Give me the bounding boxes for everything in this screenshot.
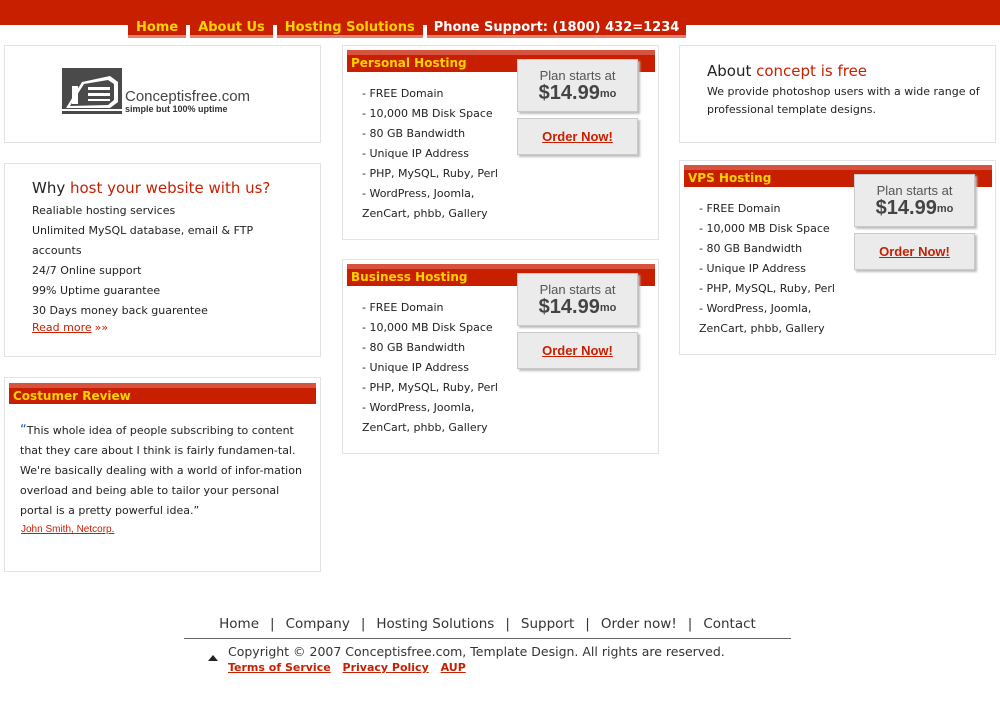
plan-feature: - 10,000 MB Disk Space [699,222,830,235]
plan-feature: - 10,000 MB Disk Space [362,107,493,120]
aup-link[interactable]: AUP [440,661,466,674]
plan-feature: - WordPress, Joomla, ZenCart, phbb, Gallery [362,401,488,434]
plan-features [362,298,522,438]
main-nav [128,14,686,38]
footer-separator: | [585,616,590,632]
why-title-prefix: Why [32,179,70,197]
plan-feature: - PHP, MySQL, Ruby, Perl [362,167,498,180]
footer-link-hosting-solutions[interactable]: Hosting Solutions [376,616,495,632]
price-amount: $14.99 [538,82,600,104]
review-author[interactable]: John Smith, Netcorp. [21,524,115,535]
plan-features [362,84,522,224]
plan-feature: - PHP, MySQL, Ruby, Perl [362,381,498,394]
plan-title: VPS Hosting [684,165,992,187]
about-text: We provide photoshop users with a wide range of professional template designs. [707,85,980,116]
plan-feature: - Unique IP Address [362,361,469,374]
plan-vps [679,160,996,355]
review-text: This whole idea of people subscribing to content that they care about I think is fairly fundamen-tal. We're basically dealing with a world of infor-mation overload and being able to tailor your personal portal is a pretty powerful idea.” [20,424,302,517]
read-more-label: Read more [32,321,92,334]
plan-title: Personal Hosting [347,50,655,72]
why-item: 30 Days money back guarentee [32,304,208,317]
plan-personal [342,45,659,240]
price-card [854,174,975,227]
plan-feature: - WordPress, Joomla, ZenCart, phbb, Gallery [699,302,825,335]
review-panel [4,377,321,572]
price-value [518,83,637,103]
price-unit: mo [936,203,954,215]
why-item: Unlimited MySQL database, email & FTP accounts [32,224,254,257]
plan-feature: - Unique IP Address [699,262,806,275]
phone-support: Phone Support: (1800) 432=1234 [427,14,687,38]
footer-separator: | [687,616,693,632]
footer-nav [184,616,791,639]
logo-name: Conceptisfree.com [125,88,251,105]
why-list [32,201,302,321]
back-to-top-icon[interactable] [208,655,218,661]
order-now-button[interactable]: Order Now! [517,332,638,369]
review-header: Costumer Review [9,383,316,404]
footer-link-company[interactable]: Company [285,616,350,632]
plan-title: Business Hosting [347,264,655,286]
about-title-prefix: About [707,62,757,80]
about-title [707,62,867,80]
footer-separator: | [505,616,510,632]
price-unit: mo [599,302,617,314]
plan-feature: - FREE Domain [362,87,444,100]
why-item: Realiable hosting services [32,204,176,217]
plan-features [699,199,859,339]
plan-feature: - WordPress, Joomla, ZenCart, phbb, Gallery [362,187,488,220]
nav-home[interactable]: Home [128,14,186,38]
quote-icon: “ [20,423,27,438]
price-value [855,198,974,218]
terms-of-service-link[interactable]: Terms of Service [228,661,331,674]
copyright-text: Copyright © 2007 Conceptisfree.com, Template Design. All rights are reserved. [228,644,725,659]
why-title [32,179,270,197]
why-panel [4,163,321,357]
privacy-policy-link[interactable]: Privacy Policy [342,661,429,674]
plan-feature: - 80 GB Bandwidth [362,341,466,354]
order-now-button[interactable]: Order Now! [854,233,975,270]
train-logo-icon [62,68,122,114]
double-arrow-icon: »» [94,321,109,334]
about-title-highlight: concept is free [756,62,868,80]
logo-tagline: simple but 100% uptime [125,104,228,114]
footer-legal-links [228,661,474,674]
plan-feature: - PHP, MySQL, Ruby, Perl [699,282,835,295]
footer-link-contact[interactable]: Contact [703,616,756,632]
nav-hosting-solutions[interactable]: Hosting Solutions [277,14,423,38]
plan-feature: - 80 GB Bandwidth [362,127,466,140]
read-more-link[interactable] [32,321,108,334]
plan-feature: - 80 GB Bandwidth [699,242,803,255]
price-card [517,59,638,112]
logo-panel [4,45,321,143]
price-label: Plan starts at [539,282,616,297]
price-label: Plan starts at [876,183,953,198]
price-amount: $14.99 [538,296,600,318]
footer-link-home[interactable]: Home [219,616,260,632]
plan-feature: - 10,000 MB Disk Space [362,321,493,334]
review-quote [20,421,310,521]
why-item: 24/7 Online support [32,264,142,277]
why-title-highlight: host your website with us? [69,179,271,197]
why-item: 99% Uptime guarantee [32,284,161,297]
order-now-button[interactable]: Order Now! [517,118,638,155]
plan-feature: - FREE Domain [362,301,444,314]
plan-feature: - FREE Domain [699,202,781,215]
footer-link-order-now[interactable]: Order now! [600,616,677,632]
footer-separator: | [270,616,275,632]
about-panel [679,45,996,143]
price-unit: mo [599,88,617,100]
footer-separator: | [360,616,366,632]
price-card [517,273,638,326]
price-amount: $14.99 [875,197,937,219]
nav-about-us[interactable]: About Us [190,14,273,38]
footer-link-support[interactable]: Support [520,616,575,632]
plan-feature: - Unique IP Address [362,147,469,160]
price-value [518,297,637,317]
price-label: Plan starts at [539,68,616,83]
plan-business [342,259,659,454]
